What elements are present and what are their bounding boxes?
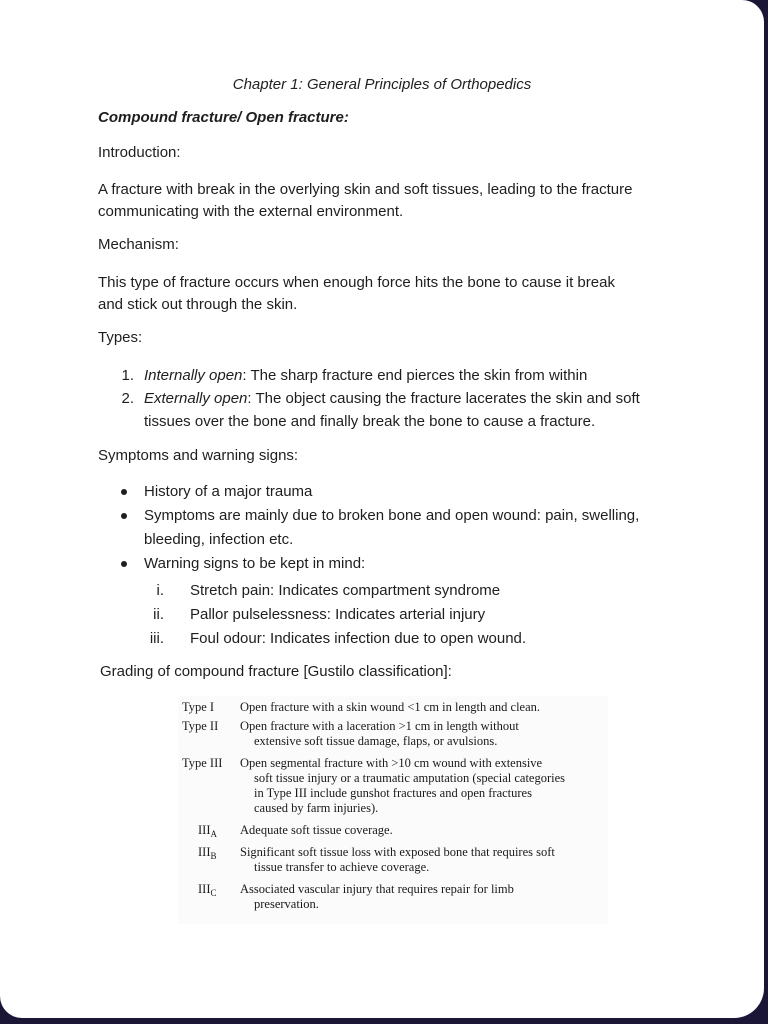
grade-type: Type III [182, 756, 223, 770]
grade-type: Type II [182, 719, 219, 733]
type-term: Internally open [144, 367, 243, 384]
grade-type: $III_A$ [198, 823, 217, 839]
bullet-icon [121, 561, 127, 567]
bullet-item: Warning signs to be kept in mind: [144, 555, 366, 572]
bullet-icon [121, 513, 127, 519]
grade-description-continuation: in Type III include gunshot fractures and open fractures [254, 786, 532, 800]
grade-description: Open fracture with a skin wound <1 cm in length and clean. [240, 700, 541, 714]
roman-numeral: ii. [153, 606, 164, 623]
grade-description-continuation: preservation. [254, 897, 319, 911]
grade-description-continuation: soft tissue injury or a traumatic amputation (special categories [254, 771, 566, 785]
grade-type: $III_B$ [198, 845, 217, 861]
symptoms-heading: Symptoms and warning signs: [98, 447, 299, 464]
introduction-line: communicating with the external environment. [98, 203, 404, 220]
type-text: : The sharp fracture end pierces the skin from within [242, 367, 588, 384]
grade-description-continuation: caused by farm injuries). [254, 801, 379, 815]
grade-subtype: C [210, 888, 217, 898]
section-title: Compound fracture/ Open fracture: [98, 109, 349, 126]
bullet-icon [121, 489, 127, 495]
grade-subtype: A [210, 829, 217, 839]
warning-sign: Foul odour: Indicates infection due to open wound. [190, 630, 527, 647]
mechanism-heading: Mechanism: [98, 236, 179, 253]
types-heading: Types: [98, 329, 143, 346]
grade-subtype: B [210, 851, 217, 861]
roman-numeral: iii. [149, 630, 164, 647]
grading-heading: Grading of compound fracture [Gustilo classification]: [100, 663, 452, 680]
grade-description: Adequate soft tissue coverage. [240, 823, 393, 837]
warning-sign: Pallor pulselessness: Indicates arterial injury [190, 606, 486, 623]
type-term: Externally open [144, 390, 248, 407]
list-number: 2. [121, 390, 134, 407]
bullet-item: Symptoms are mainly due to broken bone and open wound: pain, swelling, [144, 507, 640, 524]
mechanism-line: This type of fracture occurs when enough force hits the bone to cause it break [98, 274, 615, 291]
type-text: : The object causing the fracture lacerates the skin and soft [247, 390, 640, 407]
roman-numeral: i. [156, 582, 164, 599]
gustilo-classification-table [178, 696, 608, 924]
bullet-item-continuation: bleeding, infection etc. [144, 531, 294, 548]
warning-sign: Stretch pain: Indicates compartment syndrome [190, 582, 501, 599]
list-item-continuation: tissues over the bone and finally break the bone to cause a fracture. [144, 413, 596, 430]
list-item [144, 366, 587, 386]
list-item [144, 389, 640, 409]
introduction-heading: Introduction: [98, 144, 181, 161]
grade-description-continuation: tissue transfer to achieve coverage. [254, 860, 430, 874]
mechanism-line: and stick out through the skin. [98, 296, 298, 313]
grade-description: Open segmental fracture with >10 cm wound with extensive [240, 756, 543, 770]
grade-description: Associated vascular injury that requires repair for limb [240, 882, 514, 896]
grade-description-continuation: extensive soft tissue damage, flaps, or avulsions. [254, 734, 498, 748]
grade-type: Type I [182, 700, 215, 714]
bullet-item: History of a major trauma [144, 483, 313, 500]
grade-type: $III_C$ [198, 882, 217, 898]
grade-description: Open fracture with a laceration >1 cm in length without [240, 719, 519, 733]
introduction-line: A fracture with break in the overlying skin and soft tissues, leading to the fracture [98, 181, 633, 198]
list-number: 1. [121, 367, 134, 384]
grade-description: Significant soft tissue loss with exposed bone that requires soft [240, 845, 555, 859]
chapter-title: Chapter 1: General Principles of Orthopedics [232, 76, 532, 93]
